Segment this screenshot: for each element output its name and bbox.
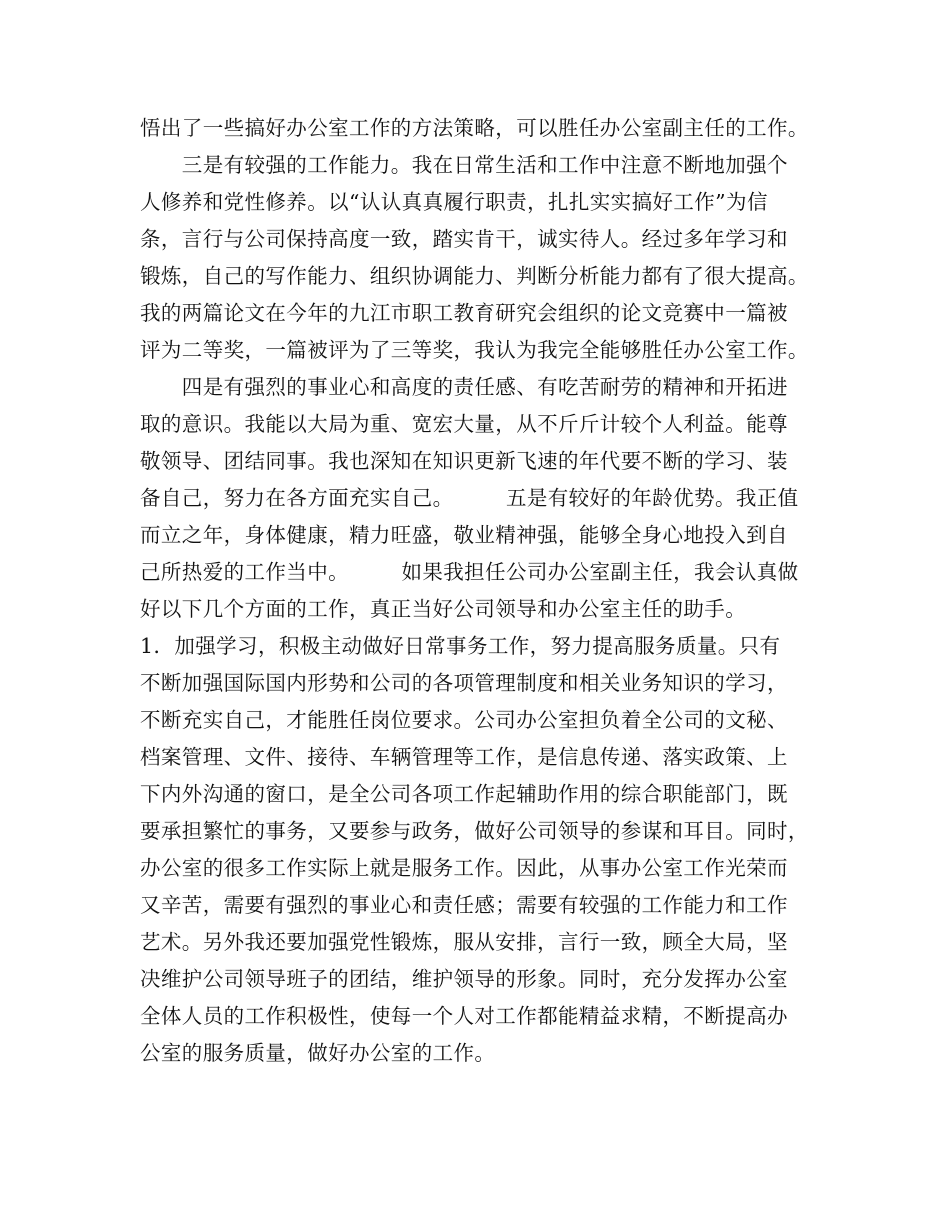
text-line: 人修养和党性修养。以“认认真真履行职责，扎扎实实搞好工作”为信 bbox=[140, 190, 768, 214]
text-line: 好以下几个方面的工作，真正当好公司领导和办公室主任的助手。 bbox=[140, 597, 747, 621]
text-line: 又辛苦，需要有强烈的事业心和责任感；需要有较强的工作能力和工作 bbox=[140, 893, 788, 917]
text-line: 办公室的很多工作实际上就是服务工作。因此，从事办公室工作光荣而 bbox=[140, 856, 788, 880]
text-line: 而立之年，身体健康，精力旺盛，敬业精神强，能够全身心地投入到自 bbox=[140, 523, 788, 547]
text-line: 决维护公司领导班子的团结，维护领导的形象。同时，充分发挥办公室 bbox=[140, 967, 788, 991]
text-line: 不断加强国际国内形势和公司的各项管理制度和相关业务知识的学习， bbox=[140, 671, 788, 695]
text-line: 四是有强烈的事业心和高度的责任感、有吃苦耐劳的精神和开拓进 bbox=[140, 375, 788, 399]
text-line: 艺术。另外我还要加强党性锻炼，服从安排，言行一致，顾全大局，坚 bbox=[140, 930, 788, 954]
text-line: 档案管理、文件、接待、车辆管理等工作，是信息传递、落实政策、上 bbox=[140, 745, 788, 769]
text-line: 备自己，努力在各方面充实自己。 五是有较好的年龄优势。我正值 bbox=[140, 486, 799, 510]
text-line: 三是有较强的工作能力。我在日常生活和工作中注意不断地加强个 bbox=[140, 153, 788, 177]
text-line: 己所热爱的工作当中。 如果我担任公司办公室副主任，我会认真做 bbox=[140, 560, 799, 584]
text-line: 不断充实自己，才能胜任岗位要求。公司办公室担负着全公司的文秘、 bbox=[140, 708, 788, 732]
text-line: 评为二等奖，一篇被评为了三等奖，我认为我完全能够胜任办公室工作。 bbox=[140, 338, 809, 362]
text-line: 锻炼，自己的写作能力、组织协调能力、判断分析能力都有了很大提高。 bbox=[140, 264, 809, 288]
body-text bbox=[140, 110, 830, 1072]
text-line: 公室的服务质量，做好办公室的工作。 bbox=[140, 1041, 496, 1065]
text-line: 悟出了一些搞好办公室工作的方法策略，可以胜任办公室副主任的工作。 bbox=[140, 116, 809, 140]
text-line: 下内外沟通的窗口，是全公司各项工作起辅助作用的综合职能部门，既 bbox=[140, 782, 788, 806]
text-line: 条，言行与公司保持高度一致，踏实肯干，诚实待人。经过多年学习和 bbox=[140, 227, 788, 251]
text-line: 取的意识。我能以大局为重、宽宏大量，从不斤斤计较个人利益。能尊 bbox=[140, 412, 788, 436]
text-line: 敬领导、团结同事。我也深知在知识更新飞速的年代要不断的学习、装 bbox=[140, 449, 788, 473]
text-line: 我的两篇论文在今年的九江市职工教育研究会组织的论文竞赛中一篇被 bbox=[140, 301, 788, 325]
text-line: 要承担繁忙的事务，又要参与政务，做好公司领导的参谋和耳目。同时， bbox=[140, 819, 809, 843]
text-line: 全体人员的工作积极性，使每一个人对工作都能精益求精，不断提高办 bbox=[140, 1004, 788, 1028]
text-line: 1．加强学习，积极主动做好日常事务工作，努力提高服务质量。只有 bbox=[140, 634, 781, 658]
